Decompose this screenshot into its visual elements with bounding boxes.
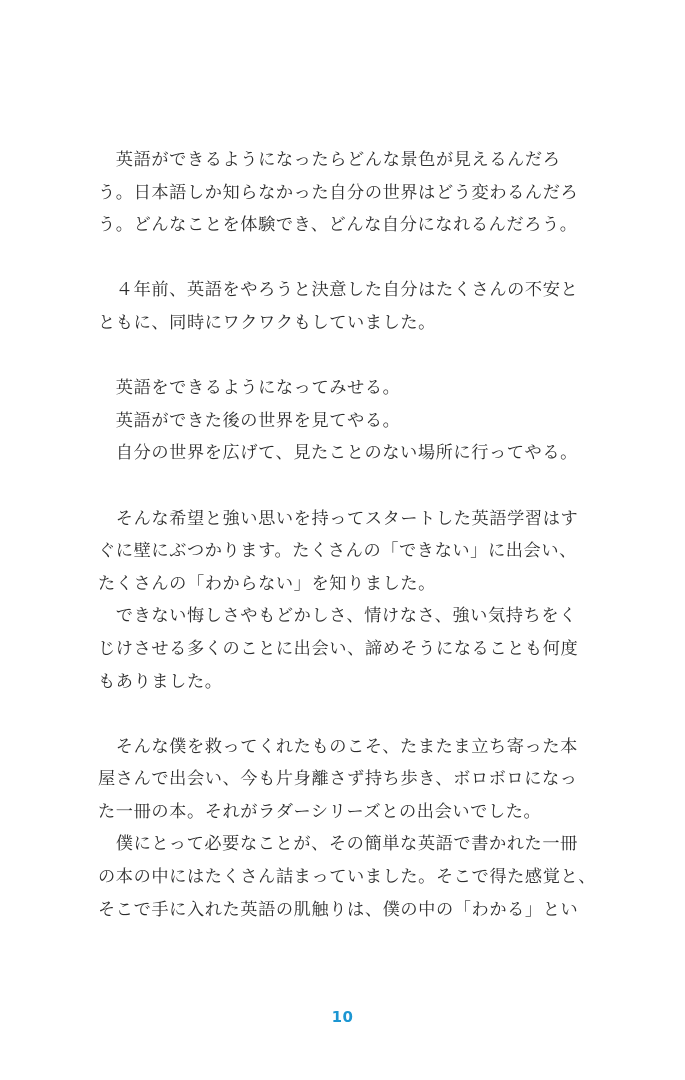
text-line: そんな僕を救ってくれたものこそ、たまたま立ち寄った本 bbox=[98, 736, 578, 757]
text-line: 英語をできるようになってみせる。 bbox=[98, 378, 401, 399]
text-line: 自分の世界を広げて、見たことのない場所に行ってやる。 bbox=[98, 443, 578, 464]
text-line: そこで手に入れた英語の肌触りは、僕の中の「わかる」とい bbox=[98, 899, 579, 920]
page-number: 10 bbox=[331, 1008, 354, 1026]
text-line: う。日本語しか知らなかった自分の世界はどう変わるんだろ bbox=[98, 182, 579, 203]
blank-line bbox=[98, 242, 578, 275]
text-line: た一冊の本。それがラダーシリーズとの出会いでした。 bbox=[98, 801, 542, 822]
text-line: じけさせる多くのことに出会い、諦めそうになることも何度 bbox=[98, 638, 579, 659]
blank-line bbox=[98, 470, 578, 503]
body-text bbox=[98, 144, 597, 926]
text-line: もありました。 bbox=[98, 671, 223, 692]
text-line: 英語ができた後の世界を見てやる。 bbox=[98, 410, 401, 431]
text-line: の本の中にはたくさん詰まっていました。そこで得た感覚と、 bbox=[98, 867, 597, 888]
text-line: ともに、同時にワクワクもしていました。 bbox=[98, 312, 436, 333]
text-line: う。どんなことを体験でき、どんな自分になれるんだろう。 bbox=[98, 215, 578, 236]
blank-line bbox=[98, 340, 578, 373]
text-line: たくさんの「わからない」を知りました。 bbox=[98, 573, 436, 594]
text-line: 英語ができるようになったらどんな景色が見えるんだろ bbox=[98, 150, 561, 170]
text-line: ぐに壁にぶつかります。たくさんの「できない」に出会い、 bbox=[98, 541, 577, 562]
text-line: 屋さんで出会い、今も片身離さず持ち歩き、ボロボロになっ bbox=[98, 769, 578, 790]
blank-line bbox=[98, 698, 578, 731]
text-line: できない悔しさやもどかしさ、情けなさ、強い気持ちをく bbox=[98, 606, 577, 627]
text-line: ４年前、英語をやろうと決意した自分はたくさんの不安と bbox=[98, 280, 579, 301]
text-line: そんな希望と強い思いを持ってスタートした英語学習はす bbox=[98, 508, 579, 529]
text-line: 僕にとって必要なことが、その簡単な英語で書かれた一冊 bbox=[98, 834, 578, 855]
